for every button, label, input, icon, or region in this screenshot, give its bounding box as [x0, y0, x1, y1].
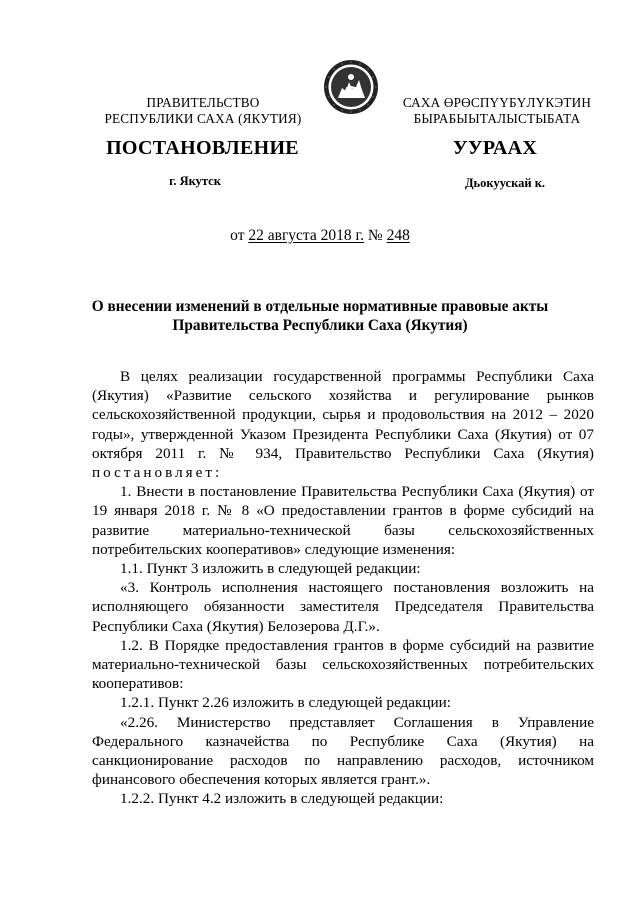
document-date-line [0, 227, 640, 245]
preamble-text: В целях реализации государственной программы Республики Саха (Якутия) «Развитие сельского хозяйства и регулирование рынков сельскохозяйственной продукции, сырья и продовольствия на 2012 – 2020 годы», утвержденной Указом Президента Республики Саха (Якутия) от 07 октября 2011 г. № 934, Правительство Республики Саха (Якутия) [92, 368, 594, 462]
title-line2: Правительства Республики Саха (Якутия) [172, 317, 468, 334]
paragraph-1-1-text: «3. Контроль исполнения настоящего постановления возложить на исполняющего обязанности заместителя Председателя Правительства Республики Саха (Якутия) Белозерова Д.Г.». [92, 579, 594, 635]
document-date: 22 августа 2018 г. [248, 227, 365, 244]
city-yakut: Дьокуускай к. [464, 176, 546, 190]
number-sign: № [364, 227, 387, 244]
paragraph-preamble [92, 367, 594, 482]
document-title [80, 297, 560, 335]
header-left-line1: ПРАВИТЕЛЬСТВО [146, 95, 260, 110]
title-line1: О внесении изменений в отдельные нормативные правовые акты [91, 298, 549, 315]
preamble-decree-word: постановляет: [92, 464, 223, 482]
doc-type-russian: ПОСТАНОВЛЕНИЕ [106, 137, 299, 159]
header-right-line2: БЫРАБЫЫТАЛЫСТЫБАТА [413, 111, 581, 126]
doc-type-yakut: УУРААХ [452, 137, 538, 159]
header-right [392, 95, 602, 127]
paragraph-1-1: 1.1. Пункт 3 изложить в следующей редакции: [120, 560, 421, 578]
coat-of-arms-sakha-icon [322, 58, 380, 116]
paragraph-1-2: 1.2. В Порядке предоставления грантов в форме субсидий на развитие материально-технической базы сельскохозяйственных потребительских кооперативов: [92, 636, 594, 693]
document-body [92, 367, 594, 809]
date-prefix: от [230, 227, 249, 244]
header-left-line2: РЕСПУБЛИКИ САХА (ЯКУТИЯ) [104, 111, 302, 126]
paragraph-1-2-2: 1.2.2. Пункт 4.2 изложить в следующей редакции: [120, 790, 444, 808]
header-left [98, 95, 308, 127]
paragraph-1-2-1: 1.2.1. Пункт 2.26 изложить в следующей редакции: [120, 694, 451, 712]
paragraph-1-2-1-text: «2.26. Министерство представляет Соглашения в Управление Федерального казначейства по Республике Саха (Якутия) на санкционирование расходов по направлению расходов, источником финансового обеспечения которых является грант.». [92, 713, 594, 789]
paragraph-1: 1. Внести в постановление Правительства Республики Саха (Якутия) от 19 января 2018 г. № 8 «О предоставлении грантов в форме субсидий на развитие материально-технической базы сельскохозяйственных потребительских кооперативов» следующие изменения: [92, 483, 594, 558]
document-number: 248 [386, 227, 410, 244]
header-right-line1: САХА ӨРӨСПҮҮБҮЛҮКЭТИН [402, 95, 592, 110]
city-russian: г. Якутск [169, 174, 221, 188]
